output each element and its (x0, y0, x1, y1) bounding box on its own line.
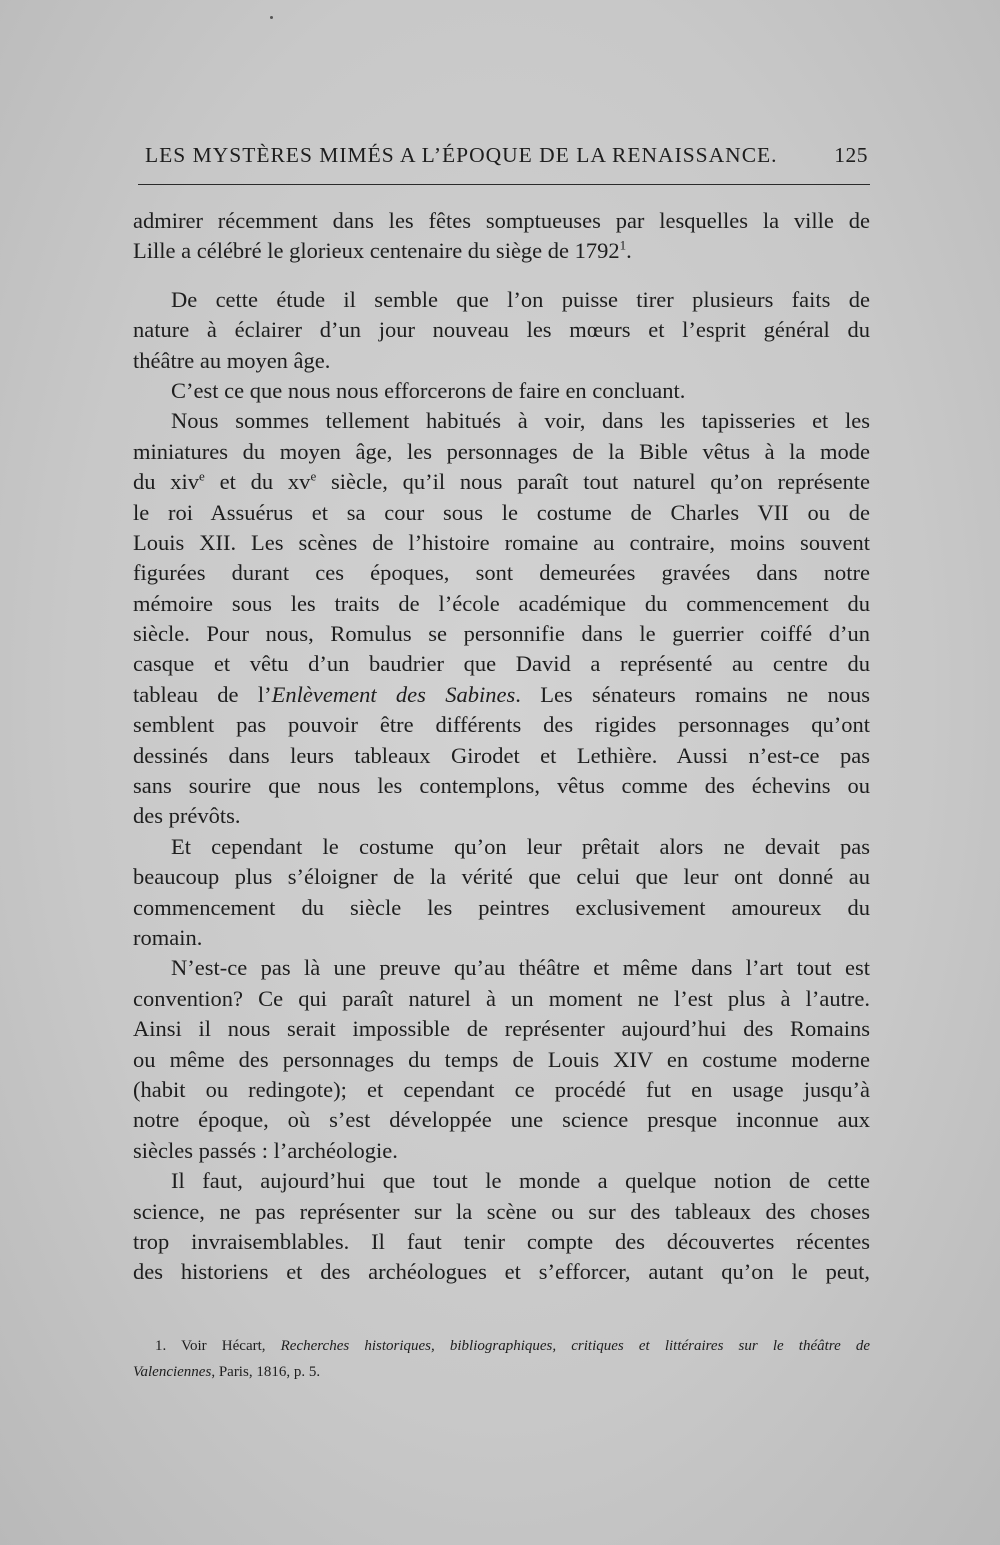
text-line: nature à éclairer d’un jour nouveau les mœurs et l’esprit général du (133, 317, 870, 343)
text-line: trop invraisemblables. Il faut tenir compte des découvertes récentes (133, 1228, 870, 1254)
footnote-reference: 1 (619, 237, 627, 253)
footnote-line: Valenciennes, Paris, 1816, p. 5. (133, 1364, 321, 1380)
text-line: Ainsi il nous serait impossible de représenter aujourd’hui des Romains (133, 1016, 870, 1042)
footnote (133, 1333, 870, 1385)
text-line: notre époque, où s’est développée une science presque inconnue aux (133, 1107, 870, 1133)
text-line: théâtre au moyen âge. (133, 347, 331, 373)
text-line: semblent pas pouvoir être différents des rigides personnages qu’ont (133, 712, 870, 738)
body-text (133, 206, 870, 1288)
text-line: dessinés dans leurs tableaux Girodet et Lethière. Aussi n’est-ce pas (133, 742, 870, 768)
footnote-line: 1. Voir Hécart, Recherches historiques, bibliographiques, critiques et littéraires sur le théâtre de (155, 1338, 871, 1354)
text-line: Il faut, aujourd’hui que tout le monde a quelque notion de cette (171, 1168, 870, 1194)
text-line: De cette étude il semble que l’on puisse tirer plusieurs faits de (171, 286, 870, 312)
text-line: science, ne pas représenter sur la scène ou sur des tableaux des choses (133, 1198, 870, 1224)
italic-title: Enlèvement des Sabines (271, 681, 516, 707)
text-line: des prévôts. (133, 803, 241, 829)
text-line: beaucoup plus s’éloigner de la vérité que celui que leur ont donné au (133, 864, 870, 890)
text-line: (habit ou redingote); et cependant ce procédé fut en usage jusqu’à (133, 1076, 870, 1102)
text-line: siècles passés : l’archéologie. (133, 1137, 398, 1163)
text-line: siècle. Pour nous, Romulus se personnifie dans le guerrier coiffé d’un (133, 621, 870, 647)
text-line: Nous sommes tellement habitués à voir, dans les tapisseries et les (171, 408, 870, 434)
text-line: tableau de l’Enlèvement des Sabines. Les sénateurs romains ne nous (133, 681, 870, 707)
ink-speck (270, 16, 273, 19)
text-line: casque et vêtu d’un baudrier que David a représenté au centre du (133, 651, 870, 677)
text-line: miniatures du moyen âge, les personnages de la Bible vêtus à la mode (133, 438, 870, 464)
text-line: le roi Assuérus et sa cour sous le costume de Charles VII ou de (133, 499, 870, 525)
text-line: convention? Ce qui paraît naturel à un moment ne l’est plus à l’autre. (133, 985, 870, 1011)
page-number: 125 (834, 143, 868, 167)
text-line: admirer récemment dans les fêtes somptueuses par lesquelles la ville de (133, 208, 870, 233)
text-line: commencement du siècle les peintres exclusivement amoureux du (133, 894, 870, 920)
text-line: Lille a célébré le glorieux centenaire du siège de 1792$^1$. (133, 237, 632, 264)
text-line: N’est-ce pas là une preuve qu’au théâtre et même dans l’art tout est (171, 955, 870, 981)
text-line: Louis XII. Les scènes de l’histoire romaine au contraire, moins souvent (133, 529, 870, 555)
running-header (145, 143, 870, 168)
running-title: LES MYSTÈRES MIMÉS A L’ÉPOQUE DE LA RENAISSANCE. (145, 143, 778, 167)
text-line: du xiv$^e$ et du $xv^e$ siècle, qu’il nous paraît tout naturel qu’on représente (133, 468, 870, 495)
text-line: sans sourire que nous les contemplons, vêtus comme des échevins ou (133, 773, 870, 799)
text-line: des historiens et des archéologues et s’efforcer, autant qu’on le peut, (133, 1259, 870, 1285)
header-rule (138, 184, 870, 185)
footnote-number: 1. (155, 1338, 167, 1354)
text-line: romain. (133, 924, 203, 950)
text-line: mémoire sous les traits de l’école académique du commencement du (133, 590, 870, 616)
text-line: ou même des personnages du temps de Louis XIV en costume moderne (133, 1046, 870, 1072)
text-line: Et cependant le costume qu’on leur prêtait alors ne devait pas (171, 833, 870, 859)
text-line: figurées durant ces époques, sont demeurées gravées dans notre (133, 560, 870, 586)
text-line: C’est ce que nous nous efforcerons de faire en concluant. (171, 377, 686, 403)
